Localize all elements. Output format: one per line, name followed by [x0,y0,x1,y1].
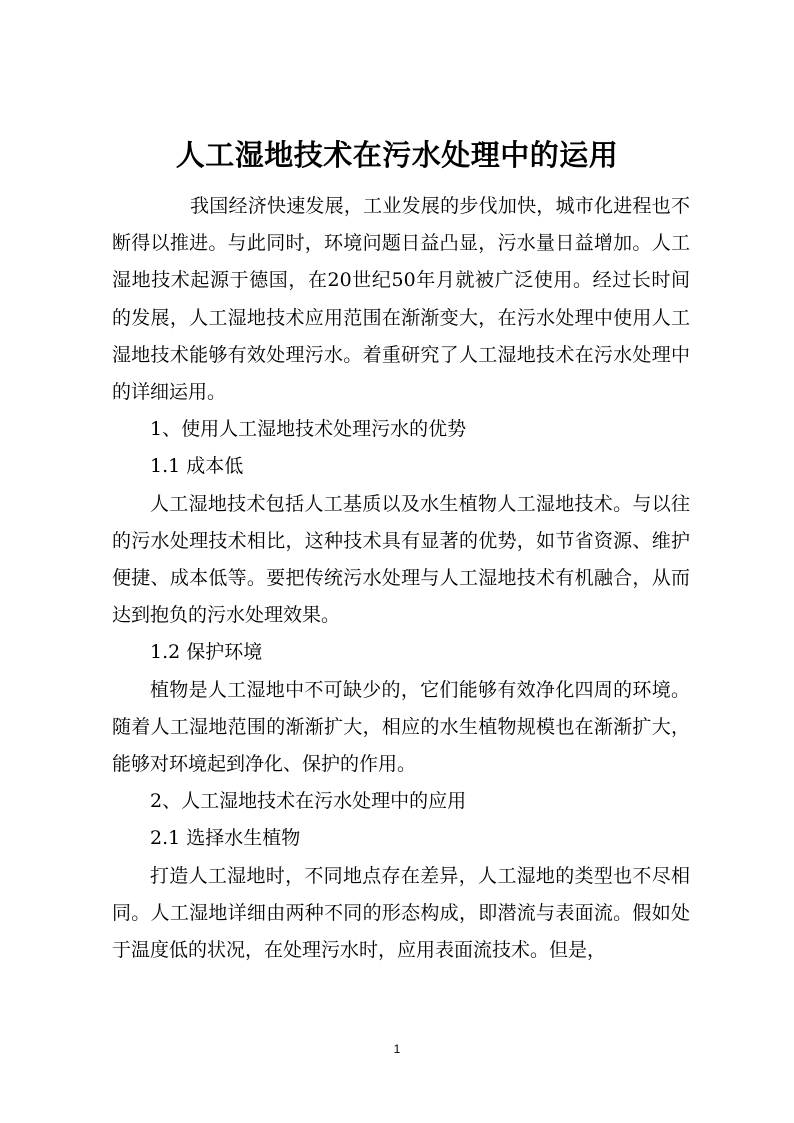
paragraph-2-1: 打造人工湿地时，不同地点存在差异，人工湿地的类型也不尽相同。人工湿地详细由两种不同的形态构成，即潜流与表面流。假如处于温度低的状况，在处理污水时，应用表面流技术。但是， [112,864,690,962]
page-number: 1 [393,1042,401,1056]
subsection-heading-1-2: 1.2 保护环境 [150,641,263,664]
document-body [112,188,690,969]
intro-paragraph: 我国经济快速发展，工业发展的步伐加快，城市化进程也不断得以推进。与此同时，环境问题日益凸显，污水量日益增加。人工湿地技术起源于德国，在20世纪50年月就被广泛使用。经过长时间的发展，人工湿地技术应用范围在渐渐变大，在污水处理中使用人工湿地技术能够有效处理污水。着重研究了人工湿地技术在污水处理中的详细运用。 [112,195,690,404]
subsection-heading-2-1: 2.1 选择水生植物 [150,827,301,850]
section-heading-2: 2、人工湿地技术在污水处理中的应用 [150,790,467,813]
document-title: 人工湿地技术在污水处理中的运用 [175,138,619,172]
paragraph-1-2: 植物是人工湿地中不可缺少的，它们能够有效净化四周的环境。随着人工湿地范围的渐渐扩大，相应的水生植物规模也在渐渐扩大，能够对环境起到净化、保护的作用。 [112,678,690,776]
subsection-heading-1-1: 1.1 成本低 [150,455,244,478]
section-heading-1: 1、使用人工湿地技术处理污水的优势 [150,418,467,441]
paragraph-1-1: 人工湿地技术包括人工基质以及水生植物人工湿地技术。与以往的污水处理技术相比，这种技术具有显著的优势，如节省资源、维护便捷、成本低等。要把传统污水处理与人工湿地技术有机融合，从而达到抱负的污水处理效果。 [112,492,690,627]
